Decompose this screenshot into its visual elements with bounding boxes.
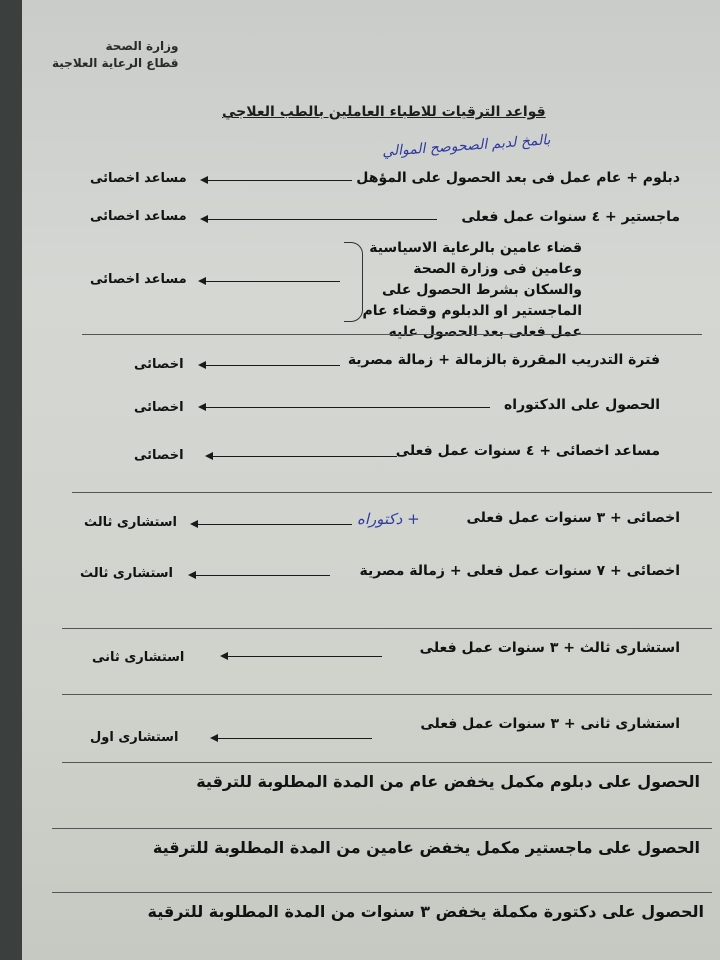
rule-condition-1: دبلوم + عام عمل فى بعد الحصول على المؤهل [356,170,680,186]
rule-condition-2: ماجستير + ٤ سنوات عمل فعلى [461,209,680,225]
divider-7 [52,892,712,893]
arrow-3 [200,281,340,282]
note-doctorate: الحصول على دكتورة مكملة يخفض ٣ سنوات من المدة المطلوبة للترقية [147,902,704,921]
rule-condition-8: اخصائى + ٧ سنوات عمل فعلى + زمالة مصرية [359,563,680,579]
arrow-2 [202,219,437,220]
rule-result-5: اخصائى [134,400,184,415]
arrow-4 [200,365,340,366]
rule-result-2: مساعد اخصائى [90,209,187,224]
arrow-8 [190,575,330,576]
rule-condition-4: فترة التدريب المقررة بالزمالة + زمالة مصرية [347,352,660,368]
rule-condition-3: قضاء عامين بالرعاية الاسياسية وعامين فى وزارة الصحة والسكان بشرط الحصول على الماجستير او الدبلوم وقضاء عام عمل فعلى بعد الحصول عليه [362,240,582,340]
divider-3 [62,628,712,629]
divider-2 [72,492,712,493]
rule-condition-5: الحصول على الدكتوراه [504,397,660,413]
sector-name: قطاع الرعاية العلاجية [52,56,179,70]
rule-result-9: استشارى ثانى [92,650,185,665]
arrow-9 [222,656,382,657]
divider-5 [62,762,712,763]
page-title: قواعد الترقيات للاطباء العاملين بالطب العلاجي [222,104,546,120]
handwritten-doctorate: + دكتوراه [357,510,420,528]
document-page [22,0,720,960]
divider-4 [62,694,712,695]
rule-condition-7: اخصائى + ٣ سنوات عمل فعلى [466,510,680,526]
ministry-header [52,38,179,72]
rule-result-8: استشارى ثالث [80,566,173,581]
arrow-5 [200,407,490,408]
arrow-1 [202,180,352,181]
divider-6 [52,828,712,829]
note-diploma: الحصول على دبلوم مكمل يخفض عام من المدة المطلوبة للترقية [196,772,700,791]
note-masters: الحصول على ماجستير مكمل يخفض عامين من المدة المطلوبة للترقية [152,838,700,857]
rule-result-7: استشارى ثالث [84,515,177,530]
rule-result-1: مساعد اخصائى [90,171,187,186]
rule-result-4: اخصائى [134,357,184,372]
arrow-10 [212,738,372,739]
rule-result-10: استشارى اول [90,730,179,745]
rule-result-3: مساعد اخصائى [90,272,187,287]
rule-condition-9: استشارى ثالث + ٣ سنوات عمل فعلى [419,640,680,656]
arrow-6 [207,456,397,457]
rule-condition-6: مساعد اخصائى + ٤ سنوات عمل فعلى [395,443,660,459]
rule-condition-10: استشارى ثانى + ٣ سنوات عمل فعلى [420,716,680,732]
arrow-7 [192,524,352,525]
ministry-name: وزارة الصحة [105,39,179,53]
brace [344,242,363,322]
divider-1 [82,334,702,335]
handwritten-note: بالمخ لدبم الصحوصح الموالي [381,132,551,160]
rule-result-6: اخصائى [134,448,184,463]
